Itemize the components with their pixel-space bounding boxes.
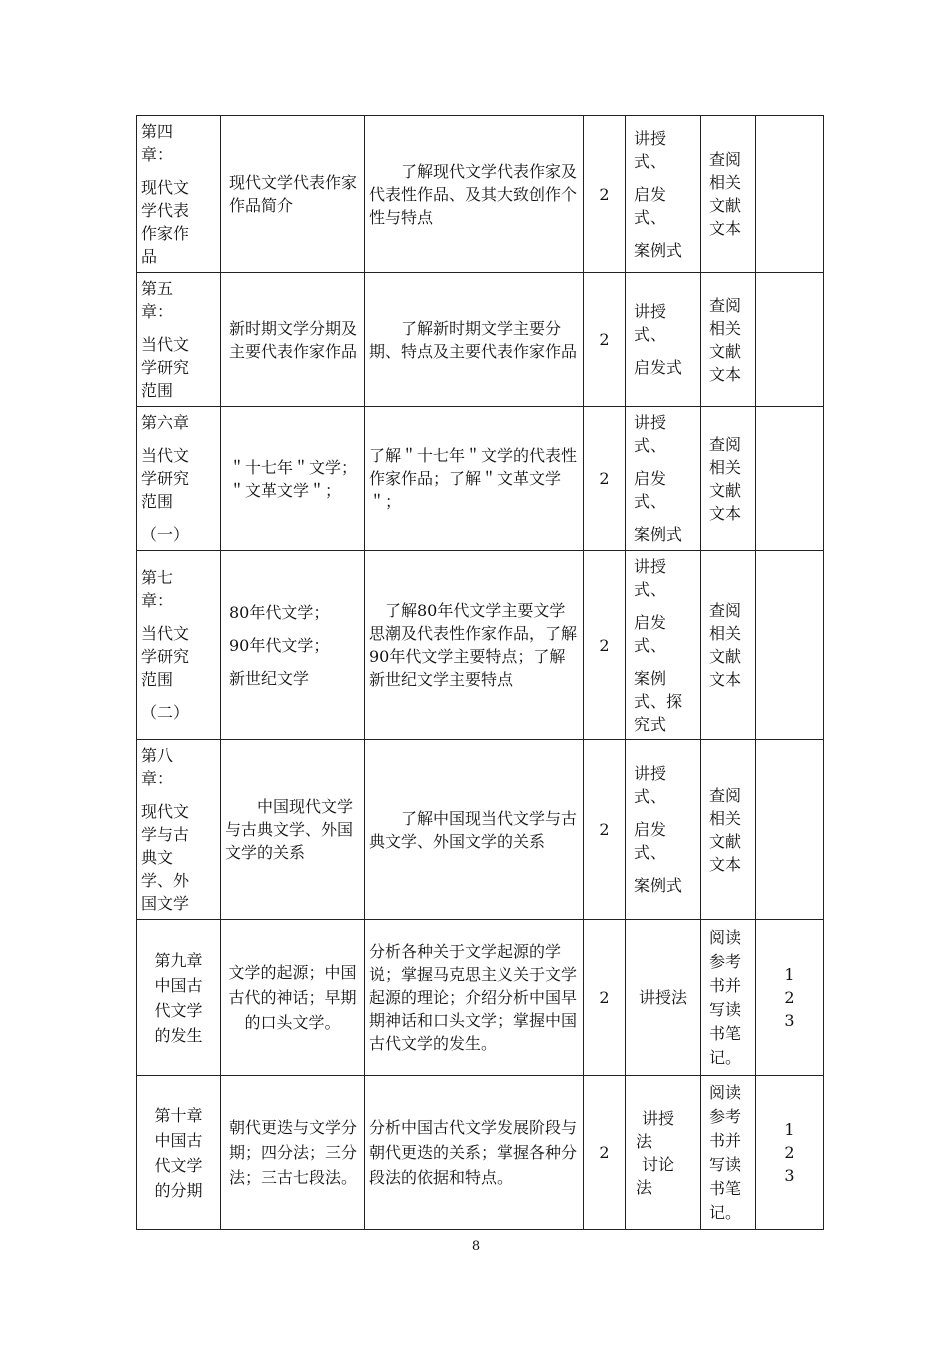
- method-cell: 讲授 式、 启发 式、 案例式: [626, 740, 701, 920]
- table-row: [137, 407, 824, 551]
- method-cell: 讲授 式、 启发 式、 案例 式、探 究式: [626, 551, 701, 740]
- table-row: [137, 116, 824, 273]
- table-row: [137, 1076, 824, 1230]
- chapter-cell: 第十章 中国古 代文学 的分期: [137, 1076, 221, 1230]
- hours-cell: 2: [584, 1076, 626, 1230]
- goal-cell: 了解现代文学代表作家及代表性作品、及其大致创作个性与特点: [365, 116, 584, 273]
- assignment-cell: 阅读 参考 书并 写读 书笔 记。: [701, 1076, 756, 1230]
- method-cell: 讲授 式、 启发式: [626, 273, 701, 407]
- page-number: 8: [471, 1239, 481, 1254]
- chapter-cell: 第八 章： 现代文 学与古 典文 学、外 国文学: [137, 740, 221, 920]
- content-cell: 文学的起源；中国古代的神话；早期的口头文学。: [221, 920, 365, 1076]
- chapter-cell: 第九章 中国古 代文学 的发生: [137, 920, 221, 1076]
- syllabus-table: [136, 115, 824, 1230]
- assignment-cell: 查阅 相关 文献 文本: [701, 551, 756, 740]
- hours-cell: 2: [584, 116, 626, 273]
- content-cell: ＂十七年＂文学；＂文革文学＂；: [221, 407, 365, 551]
- goal-cell: 了解80年代文学主要文学思潮及代表性作家作品，了解90年代文学主要特点；了解新世纪文学主要特点: [365, 551, 584, 740]
- method-cell: 讲授 式、 启发 式、 案例式: [626, 407, 701, 551]
- method-cell: 讲授 法 讨论 法: [626, 1076, 701, 1230]
- hours-cell: 2: [584, 740, 626, 920]
- refs-cell: [756, 407, 824, 551]
- table-row: [137, 551, 824, 740]
- content-cell: 朝代更迭与文学分期；四分法；三分法；三古七段法。: [221, 1076, 365, 1230]
- refs-cell: 1 2 3: [756, 920, 824, 1076]
- hours-cell: 2: [584, 273, 626, 407]
- content-cell: 80年代文学； 90年代文学； 新世纪文学: [221, 551, 365, 740]
- chapter-cell: 第六章 当代文 学研究 范围 （一）: [137, 407, 221, 551]
- chapter-cell: 第七 章： 当代文 学研究 范围 （二）: [137, 551, 221, 740]
- refs-cell: [756, 740, 824, 920]
- refs-cell: [756, 551, 824, 740]
- assignment-cell: 阅读 参考 书并 写读 书笔 记。: [701, 920, 756, 1076]
- assignment-cell: 查阅 相关 文献 文本: [701, 116, 756, 273]
- refs-cell: 1 2 3: [756, 1076, 824, 1230]
- method-cell: 讲授法: [626, 920, 701, 1076]
- content-cell: 新时期文学分期及主要代表作家作品: [221, 273, 365, 407]
- goal-cell: 分析各种关于文学起源的学说；掌握马克思主义关于文学起源的理论；介绍分析中国早期神话和口头文学；掌握中国古代文学的发生。: [365, 920, 584, 1076]
- assignment-cell: 查阅 相关 文献 文本: [701, 407, 756, 551]
- content-cell: 现代文学代表作家作品简介: [221, 116, 365, 273]
- chapter-cell: 第五 章： 当代文 学研究 范围: [137, 273, 221, 407]
- goal-cell: 了解新时期文学主要分期、特点及主要代表作家作品: [365, 273, 584, 407]
- goal-cell: 了解中国现当代文学与古典文学、外国文学的关系: [365, 740, 584, 920]
- hours-cell: 2: [584, 920, 626, 1076]
- goal-cell: 分析中国古代文学发展阶段与朝代更迭的关系；掌握各种分段法的依据和特点。: [365, 1076, 584, 1230]
- table-row: [137, 920, 824, 1076]
- method-cell: 讲授 式、 启发 式、 案例式: [626, 116, 701, 273]
- assignment-cell: 查阅 相关 文献 文本: [701, 740, 756, 920]
- hours-cell: 2: [584, 551, 626, 740]
- refs-cell: [756, 273, 824, 407]
- assignment-cell: 查阅 相关 文献 文本: [701, 273, 756, 407]
- table-row: [137, 740, 824, 920]
- chapter-cell: 第四 章： 现代文 学代表 作家作 品: [137, 116, 221, 273]
- goal-cell: 了解＂十七年＂文学的代表性作家作品；了解＂文革文学＂；: [365, 407, 584, 551]
- table-row: [137, 273, 824, 407]
- refs-cell: [756, 116, 824, 273]
- content-cell: 中国现代文学与古典文学、外国文学的关系: [221, 740, 365, 920]
- hours-cell: 2: [584, 407, 626, 551]
